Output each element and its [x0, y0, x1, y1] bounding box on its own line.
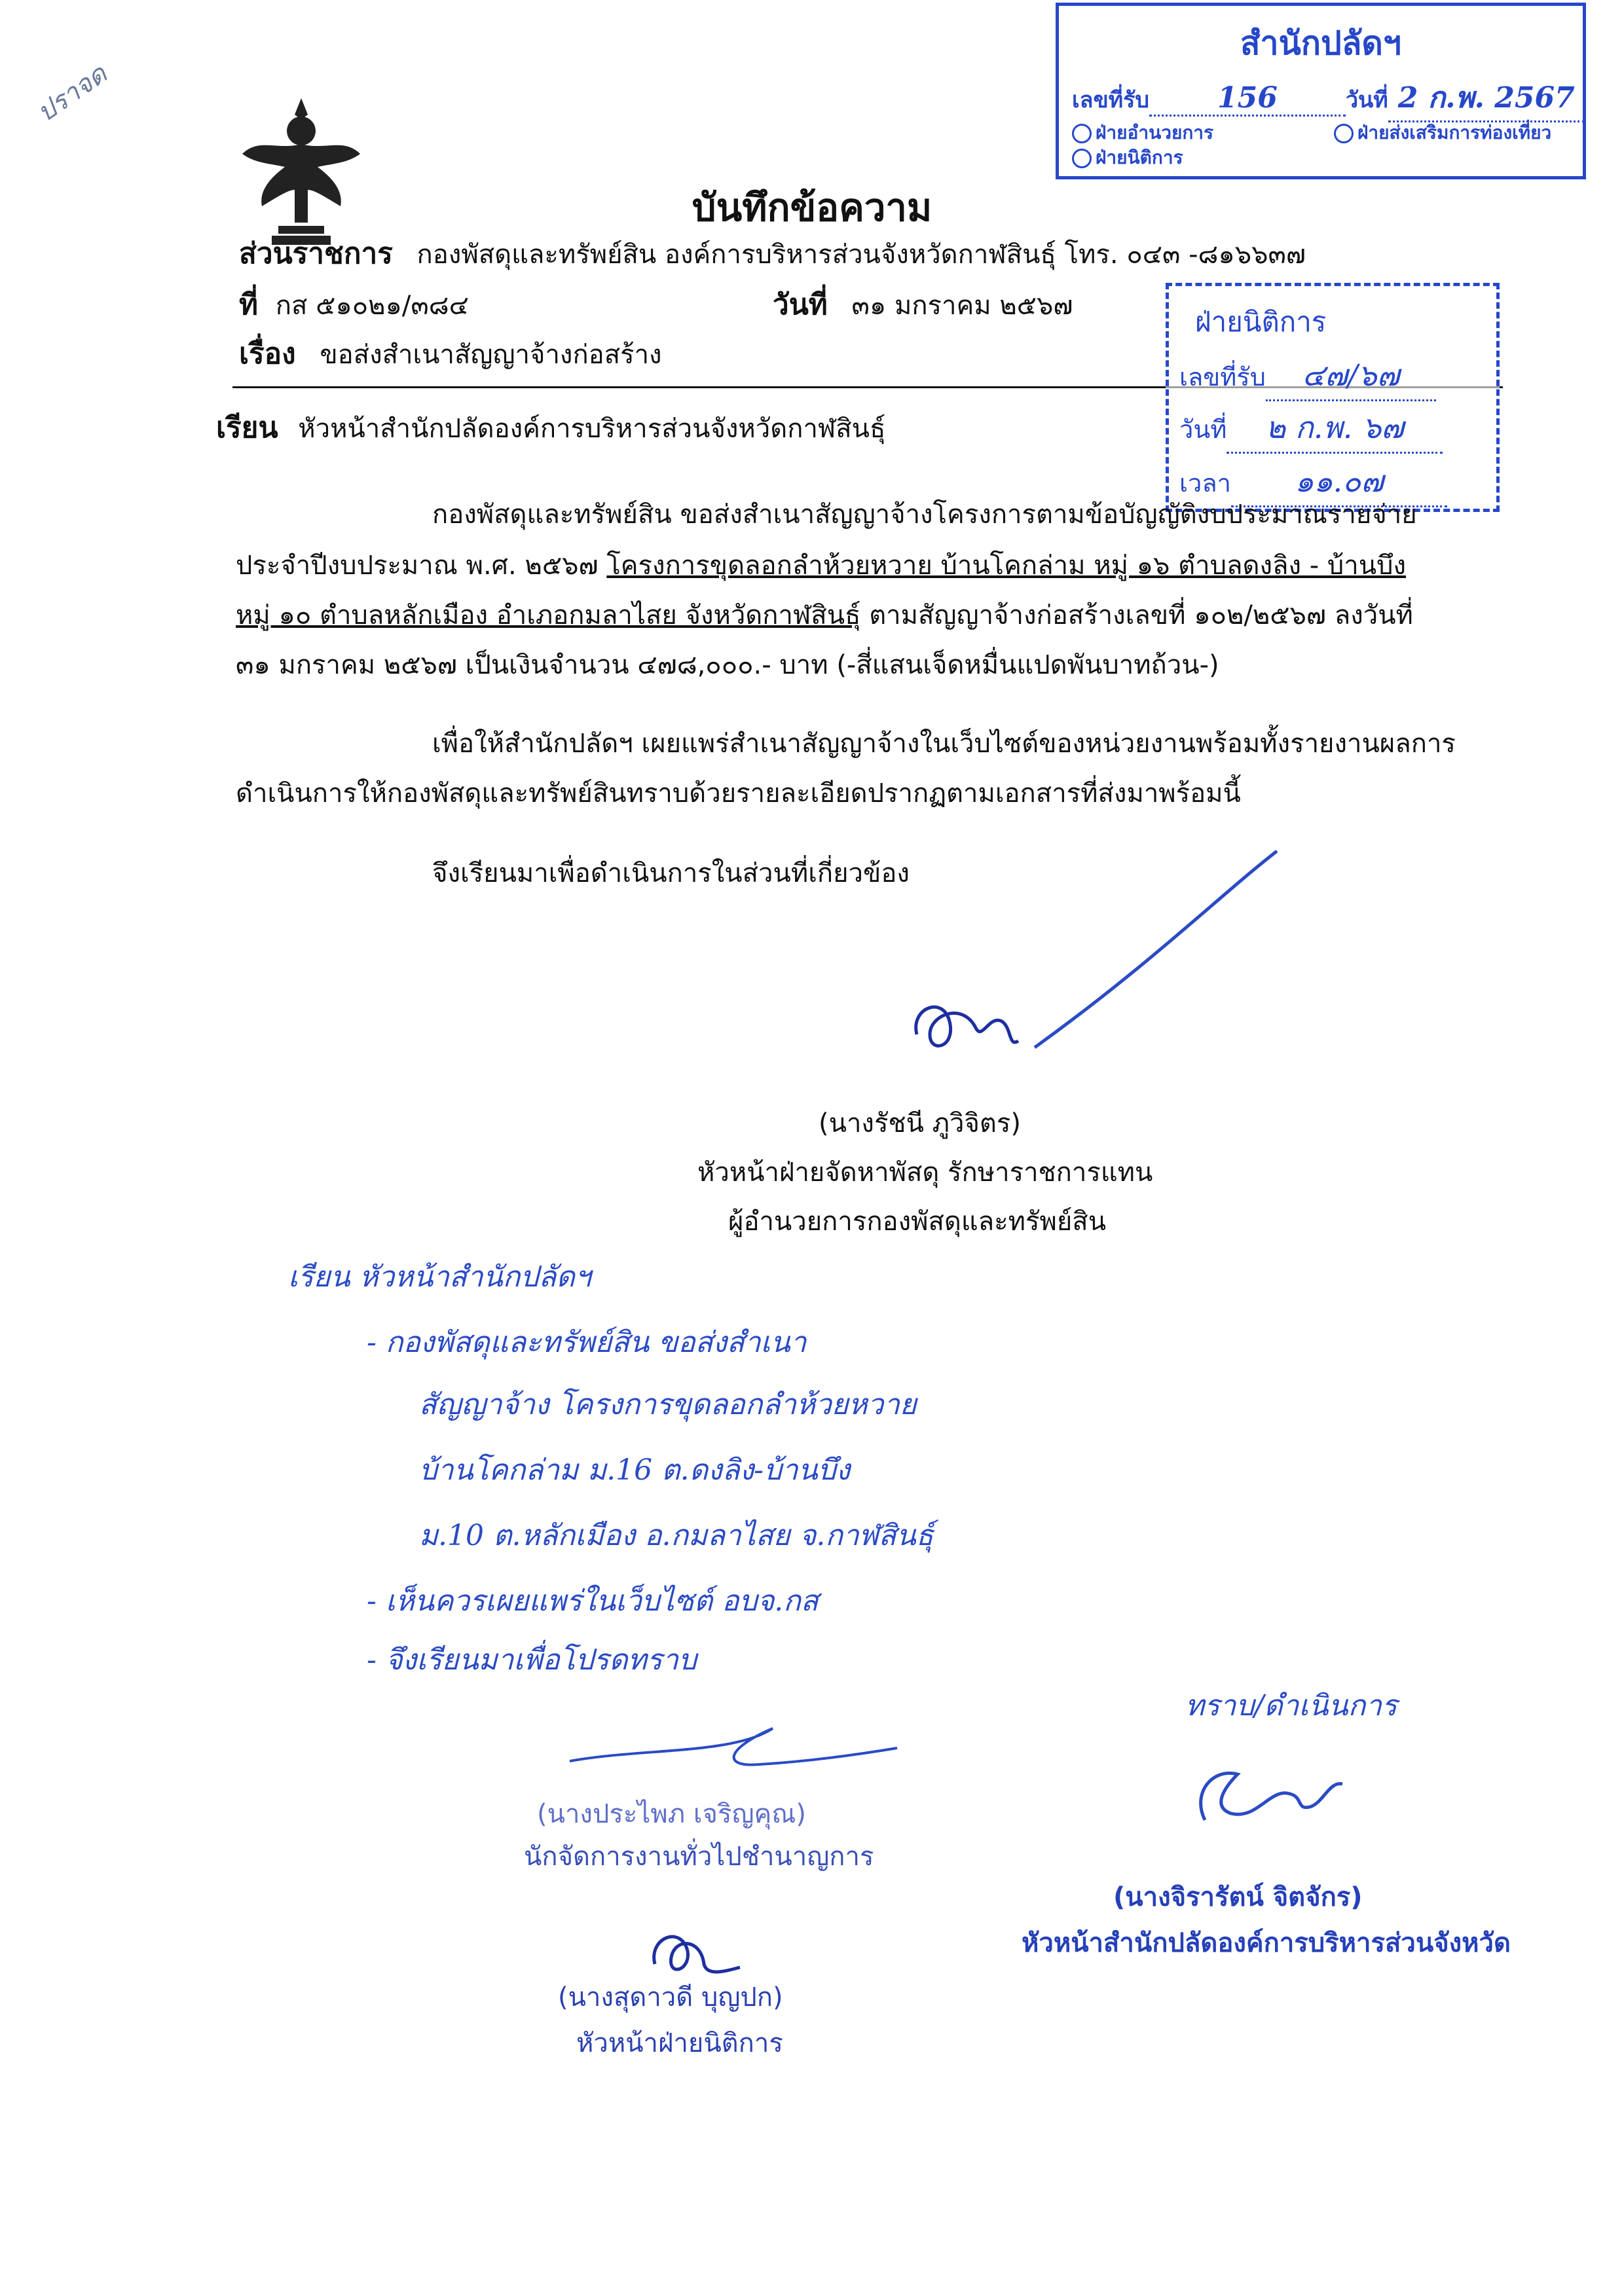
- signer-right-pos: หัวหน้าสำนักปลัดองค์การบริหารส่วนจังหวัด: [1022, 1928, 1511, 1958]
- agency-label: ส่วนราชการ: [239, 237, 393, 270]
- signer-main-name: (นางรัชนี ภูวิจิตร): [819, 1108, 1021, 1139]
- legal-time-row: เวลา ๑๑.๐๗: [1179, 458, 1447, 507]
- ref-row: [239, 288, 469, 323]
- date-label: วันที่: [773, 288, 828, 321]
- agency-value: กองพัสดุและทรัพย์สิน องค์การบริหารส่วนจังหวัดกาฬสินธุ์ โทร. ๐๔๓ -๘๑๖๖๓๗: [416, 240, 1306, 270]
- agency-row: [239, 237, 1306, 272]
- stamp-receipt-row: [1072, 75, 1585, 122]
- para1-line1: กองพัสดุและทรัพย์สิน ขอส่งสำเนาสัญญาจ้างโครงการตามข้อบัญญัติงบประมาณรายจ่าย: [432, 500, 1417, 530]
- signer-left-pos: นักจัดการงานทั่วไปชำนาญการ: [524, 1842, 874, 1872]
- subject-row: [239, 337, 662, 372]
- para1-line2: ประจำปีงบประมาณ พ.ศ. ๒๕๖๗ โครงการขุดลอกลำห้วยหวาย บ้านโคกล่าม หมู่ ๑๖ ตำบลดงลิง - บ้านบึง: [236, 551, 1407, 581]
- pen-stroke: [1022, 845, 1283, 1057]
- date-value: ๓๑ มกราคม ๒๕๖๗: [851, 291, 1073, 321]
- signature-bottom: [642, 1912, 747, 1986]
- signature-left: [563, 1702, 904, 1783]
- legal-date-row: วันที่ ๒ ก.พ. ๖๗: [1179, 404, 1443, 454]
- legal-stamp-title: ฝ่ายนิติการ: [1195, 306, 1327, 338]
- handwritten-l5: ม.10 ต.หลักเมือง อ.กมลาไสย จ.กาฬสินธุ์: [419, 1519, 934, 1552]
- corner-note: ปราจด: [31, 58, 113, 128]
- stamp-date-value: 2 ก.พ. 2567: [1397, 81, 1575, 115]
- handwritten-l2: - กองพัสดุและทรัพย์สิน ขอส่งสำเนา: [367, 1326, 807, 1359]
- para3: จึงเรียนมาเพื่อดำเนินการในส่วนที่เกี่ยวข้อง: [432, 858, 910, 888]
- stamp-option-2: ฝ่ายส่งเสริมการท่องเที่ยว: [1334, 118, 1551, 147]
- memo-title: บันทึกข้อความ: [692, 185, 932, 230]
- stamp-option-1: ฝ่ายอำนวยการ: [1072, 118, 1213, 147]
- para1-line4: ๓๑ มกราคม ๒๕๖๗ เป็นเงินจำนวน ๔๗๘,๐๐๐.- บาท (-สี่แสนเจ็ดหมื่นแปดพันบาทถ้วน-): [236, 650, 1219, 680]
- stamp-title: สำนักปลัดฯ: [1240, 24, 1401, 62]
- signer-main-pos1: หัวหน้าฝ่ายจัดหาพัสดุ รักษาราชการแทน: [697, 1157, 1153, 1188]
- legal-receipt-row: เลขที่รับ ๔๗/๖๗: [1179, 352, 1436, 401]
- subject-label: เรื่อง: [239, 337, 296, 371]
- stamp-receipt-no: 156: [1217, 81, 1278, 115]
- subject-value: ขอส่งสำเนาสัญญาจ้างก่อสร้าง: [320, 340, 662, 370]
- to-row: [216, 411, 885, 446]
- signature-right: [1185, 1748, 1356, 1842]
- to-value: หัวหน้าสำนักปลัดองค์การบริหารส่วนจังหวัดกาฬสินธุ์: [298, 414, 886, 444]
- ref-label: ที่: [239, 288, 259, 321]
- handwritten-l7: - จึงเรียนมาเพื่อโปรดทราบ: [367, 1643, 697, 1677]
- handwritten-note-right: ทราบ/ดำเนินการ: [1185, 1689, 1397, 1722]
- stamp-option-3: ฝ่ายนิติการ: [1072, 143, 1183, 172]
- signer-right-name: (นางจิรารัตน์ จิตจักร): [1113, 1882, 1363, 1912]
- project-name-underlined: โครงการขุดลอกลำห้วยหวาย บ้านโคกล่าม หมู่ ๑๖ ตำบลดงลิง - บ้านบึง: [606, 551, 1407, 581]
- signer-main-pos2: ผู้อำนวยการกองพัสดุและทรัพย์สิน: [728, 1207, 1107, 1237]
- para1-line3: หมู่ ๑๐ ตำบลหลักเมือง อำเภอกมลาไสย จังหวัดกาฬสินธุ์ ตามสัญญาจ้างก่อสร้างเลขที่ ๑๐๒/๒๕๖๗ ลงวันที่: [236, 600, 1413, 630]
- handwritten-l4: บ้านโคกล่าม ม.16 ต.ดงลิง-บ้านบึง: [419, 1453, 851, 1487]
- handwritten-l6: - เห็นควรเผยแพร่ในเว็บไซต์ อบจ.กส: [367, 1584, 819, 1618]
- signer-bottom-name: (นางสุดาวดี บุญปก): [558, 1982, 783, 2013]
- stamp-receipt-label: เลขที่รับ: [1072, 87, 1149, 113]
- ref-value: กส ๕๑๐๒๑/๓๘๔: [275, 291, 469, 321]
- signer-left-name: (นางประไพภ เจริญคุณ): [537, 1799, 807, 1829]
- handwritten-l1: เรียน หัวหน้าสำนักปลัดฯ: [288, 1260, 591, 1294]
- signature-main: [904, 982, 1035, 1063]
- stamp-date-label: วันที่: [1345, 87, 1388, 113]
- signer-bottom-pos: หัวหน้าฝ่ายนิติการ: [576, 2028, 783, 2058]
- to-label: เรียน: [216, 411, 278, 445]
- receipt-stamp-legal: [1166, 283, 1500, 512]
- para2-line1: เพื่อให้สำนักปลัดฯ เผยแพร่สำเนาสัญญาจ้างในเว็บไซต์ของหน่วยงานพร้อมทั้งรายงานผลการ: [432, 729, 1456, 759]
- date-row: [773, 288, 1073, 323]
- receipt-stamp-office: [1056, 3, 1586, 179]
- handwritten-l3: สัญญาจ้าง โครงการขุดลอกลำห้วยหวาย: [419, 1388, 917, 1421]
- para2-line2: ดำเนินการให้กองพัสดุและทรัพย์สินทราบด้วยรายละเอียดปรากฏตามเอกสารที่ส่งมาพร้อมนี้: [236, 778, 1241, 809]
